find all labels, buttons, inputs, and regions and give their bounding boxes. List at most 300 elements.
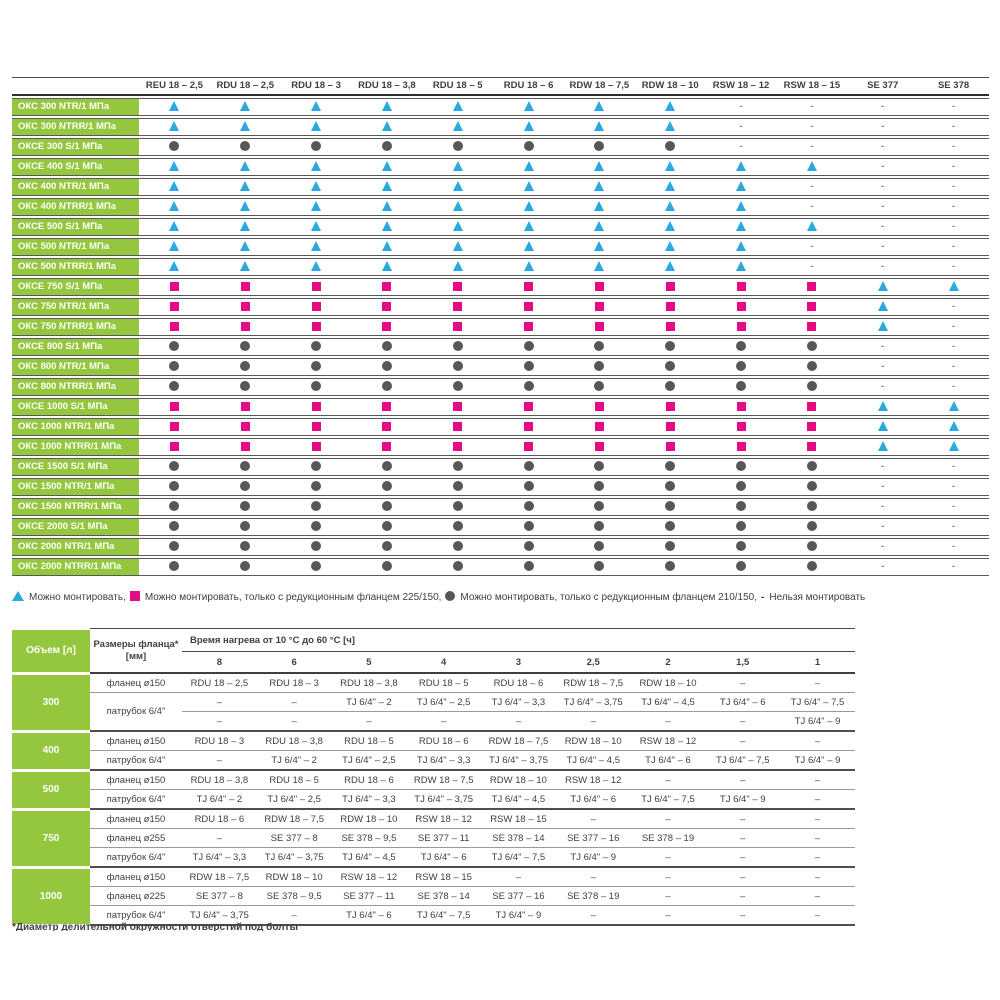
dash-icon: - (951, 141, 956, 152)
value-cell: TJ 6/4" – 4,5 (631, 693, 706, 712)
matrix-cell (918, 478, 989, 496)
dash-icon: - (951, 381, 956, 392)
circle-icon (311, 141, 321, 151)
value-cell: SE 378 – 14 (406, 887, 481, 906)
matrix-cell (776, 158, 847, 176)
volume-cell: 500 (12, 770, 90, 809)
matrix-cell (706, 278, 777, 296)
table-row (12, 238, 989, 256)
circle-icon (736, 561, 746, 571)
circle-icon (665, 461, 675, 471)
matrix-cell (918, 138, 989, 156)
table-row (12, 218, 989, 236)
value-cell: – (631, 867, 706, 887)
circle-icon (240, 501, 250, 511)
square-icon (170, 402, 179, 411)
row-header: ОКСЕ 750 S/1 МПа (12, 278, 139, 296)
matrix-cell (564, 498, 635, 516)
circle-icon (807, 341, 817, 351)
square-icon (807, 442, 816, 451)
matrix-cell (847, 378, 918, 396)
circle-icon (594, 521, 604, 531)
matrix-cell (210, 178, 281, 196)
circle-icon (169, 501, 179, 511)
dash-icon: - (739, 101, 743, 112)
circle-icon (665, 541, 675, 551)
matrix-cell (706, 558, 777, 576)
matrix-cell (281, 358, 352, 376)
matrix-cell (422, 358, 493, 376)
square-icon (170, 442, 179, 451)
circle-icon (665, 341, 675, 351)
matrix-cell (564, 218, 635, 236)
triangle-icon (382, 121, 392, 131)
matrix-cell (351, 278, 422, 296)
matrix-cell (351, 478, 422, 496)
matrix-cell (847, 538, 918, 556)
matrix-cell (422, 318, 493, 336)
dash-icon: - (951, 101, 956, 112)
matrix-cell (918, 338, 989, 356)
circle-icon (524, 541, 534, 551)
triangle-icon (382, 241, 392, 251)
triangle-icon (311, 121, 321, 131)
column-header: RDW 18 – 10 (635, 77, 706, 96)
matrix-cell (139, 158, 210, 176)
column-header: RSW 18 – 12 (706, 77, 777, 96)
circle-icon (240, 481, 250, 491)
dash-icon: - (881, 141, 885, 152)
flange-type-label: патрубок 6/4" (90, 751, 182, 771)
value-cell: RSW 18 – 15 (406, 867, 481, 887)
matrix-cell (564, 378, 635, 396)
matrix-cell (139, 438, 210, 456)
circle-icon (169, 341, 179, 351)
circle-icon (524, 381, 534, 391)
triangle-icon (382, 181, 392, 191)
value-cell: – (257, 712, 332, 732)
matrix-cell (139, 98, 210, 116)
matrix-cell (706, 158, 777, 176)
triangle-icon (382, 261, 392, 271)
square-icon (524, 422, 533, 431)
value-cell: SE 377 – 11 (332, 887, 407, 906)
matrix-cell (918, 158, 989, 176)
matrix-cell (281, 458, 352, 476)
square-icon (807, 302, 816, 311)
matrix-cell (706, 238, 777, 256)
value-cell: TJ 6/4" – 3,3 (332, 790, 407, 810)
matrix-cell (918, 178, 989, 196)
circle-icon (665, 361, 675, 371)
table-row (12, 378, 989, 396)
flange-type-label: патрубок 6/4" (90, 848, 182, 868)
row-header: ОКС 1000 NTRR/1 МПа (12, 438, 139, 456)
value-cell: – (705, 809, 780, 829)
value-cell: RDW 18 – 7,5 (257, 809, 332, 829)
triangle-icon (311, 181, 321, 191)
matrix-cell (918, 318, 989, 336)
matrix-cell (210, 218, 281, 236)
triangle-icon (949, 281, 959, 291)
matrix-cell (351, 398, 422, 416)
matrix-cell (918, 438, 989, 456)
value-cell: – (257, 906, 332, 926)
value-cell: RDU 18 – 6 (182, 809, 257, 829)
square-icon (737, 422, 746, 431)
matrix-cell (847, 458, 918, 476)
circle-icon (594, 141, 604, 151)
triangle-icon (594, 201, 604, 211)
matrix-cell (776, 478, 847, 496)
value-cell: – (481, 712, 556, 732)
triangle-icon (524, 241, 534, 251)
flange-type-label: фланец ø150 (90, 867, 182, 887)
triangle-icon (311, 221, 321, 231)
value-cell: SE 378 – 14 (481, 829, 556, 848)
matrix-cell (635, 298, 706, 316)
matrix-cell (422, 218, 493, 236)
matrix-cell (847, 418, 918, 436)
matrix-cell (210, 498, 281, 516)
triangle-icon (665, 121, 675, 131)
matrix-cell (281, 398, 352, 416)
matrix-cell (351, 558, 422, 576)
circle-icon (240, 541, 250, 551)
row-header: ОКСЕ 1500 S/1 МПа (12, 458, 139, 476)
triangle-icon (240, 101, 250, 111)
table-row (12, 867, 855, 887)
value-cell: RSW 18 – 12 (332, 867, 407, 887)
matrix-cell (422, 438, 493, 456)
matrix-cell (281, 498, 352, 516)
matrix-cell (493, 338, 564, 356)
corner-cell (12, 77, 139, 96)
matrix-cell (564, 238, 635, 256)
triangle-icon (665, 181, 675, 191)
circle-icon (453, 341, 463, 351)
value-cell: RDU 18 – 5 (257, 770, 332, 790)
matrix-cell (847, 558, 918, 576)
triangle-icon (594, 221, 604, 231)
table-row (12, 673, 855, 693)
row-header: ОКС 2000 NTR/1 МПа (12, 538, 139, 556)
square-icon (737, 442, 746, 451)
triangle-icon (594, 101, 604, 111)
row-header: ОКС 2000 NTRR/1 МПа (12, 558, 139, 576)
circle-icon (311, 521, 321, 531)
circle-icon (594, 461, 604, 471)
matrix-cell (281, 218, 352, 236)
dash-icon: - (951, 341, 956, 352)
circle-icon (665, 481, 675, 491)
value-cell: SE 378 – 9,5 (257, 887, 332, 906)
triangle-icon (311, 241, 321, 251)
value-cell: – (406, 712, 481, 732)
table-header-row (12, 77, 989, 96)
square-icon (595, 322, 604, 331)
circle-icon (169, 541, 179, 551)
matrix-cell (635, 518, 706, 536)
matrix-cell (210, 458, 281, 476)
value-cell: RDU 18 – 2,5 (182, 673, 257, 693)
square-icon (241, 322, 250, 331)
volume-column-header: Объем [л] (12, 629, 90, 674)
table-row (12, 278, 989, 296)
triangle-icon (12, 591, 24, 601)
triangle-icon (736, 201, 746, 211)
matrix-cell (776, 518, 847, 536)
matrix-cell (493, 478, 564, 496)
flange-type-label: патрубок 6/4" (90, 693, 182, 732)
value-cell: TJ 6/4" – 2 (332, 693, 407, 712)
value-cell: RDU 18 – 3,8 (182, 770, 257, 790)
square-icon (524, 302, 533, 311)
row-header: ОКСЕ 400 S/1 МПа (12, 158, 139, 176)
matrix-cell (635, 98, 706, 116)
matrix-cell (281, 118, 352, 136)
matrix-cell (493, 118, 564, 136)
matrix-cell (139, 318, 210, 336)
matrix-cell (351, 158, 422, 176)
dash-icon: - (810, 141, 814, 152)
table-row (12, 848, 855, 868)
dash-icon: - (810, 201, 814, 212)
square-icon (382, 422, 391, 431)
circle-icon (736, 381, 746, 391)
matrix-cell (351, 138, 422, 156)
dash-icon: - (881, 161, 885, 172)
value-cell: RSW 18 – 15 (481, 809, 556, 829)
dash-icon: - (881, 541, 885, 552)
triangle-icon (949, 401, 959, 411)
matrix-cell (281, 558, 352, 576)
value-cell: SE 378 – 9,5 (332, 829, 407, 848)
row-header: ОКС 750 NTR/1 МПа (12, 298, 139, 316)
matrix-cell (281, 478, 352, 496)
matrix-cell (139, 378, 210, 396)
circle-icon (594, 541, 604, 551)
triangle-icon (311, 261, 321, 271)
matrix-cell (847, 158, 918, 176)
table-row (12, 731, 855, 751)
column-header: RDU 18 – 3 (281, 77, 352, 96)
matrix-cell (210, 238, 281, 256)
matrix-cell (493, 218, 564, 236)
matrix-cell (635, 558, 706, 576)
value-cell: TJ 6/4" – 9 (780, 751, 855, 771)
matrix-cell (139, 118, 210, 136)
value-cell: RDU 18 – 3,8 (257, 731, 332, 751)
matrix-cell (493, 458, 564, 476)
matrix-cell (776, 138, 847, 156)
matrix-cell (776, 198, 847, 216)
circle-icon (524, 521, 534, 531)
matrix-cell (139, 258, 210, 276)
value-cell: – (182, 751, 257, 771)
row-header: ОКС 800 NTRR/1 МПа (12, 378, 139, 396)
value-cell: RDW 18 – 7,5 (182, 867, 257, 887)
row-header: ОКСЕ 800 S/1 МПа (12, 338, 139, 356)
matrix-cell (918, 218, 989, 236)
matrix-cell (493, 558, 564, 576)
triangle-icon (169, 261, 179, 271)
circle-icon (524, 341, 534, 351)
matrix-cell (564, 458, 635, 476)
square-icon (737, 322, 746, 331)
dash-icon: - (951, 361, 956, 372)
value-cell: RDU 18 – 5 (332, 731, 407, 751)
value-cell: TJ 6/4" – 6 (406, 848, 481, 868)
matrix-cell (493, 198, 564, 216)
value-cell: SE 378 – 19 (631, 829, 706, 848)
circle-icon (524, 481, 534, 491)
value-cell: SE 378 – 19 (556, 887, 631, 906)
matrix-cell (493, 498, 564, 516)
matrix-cell (493, 538, 564, 556)
matrix-cell (210, 438, 281, 456)
triangle-icon (240, 201, 250, 211)
matrix-cell (918, 278, 989, 296)
triangle-icon (878, 441, 888, 451)
legend-label: Нельзя монтировать (769, 592, 866, 603)
matrix-cell (422, 278, 493, 296)
triangle-icon (311, 201, 321, 211)
circle-icon (169, 521, 179, 531)
circle-icon (240, 141, 250, 151)
value-cell: TJ 6/4" – 6 (332, 906, 407, 926)
circle-icon (169, 141, 179, 151)
circle-icon (169, 481, 179, 491)
value-cell: – (705, 848, 780, 868)
circle-icon (445, 591, 455, 601)
column-header: SE 378 (918, 77, 989, 96)
matrix-cell (847, 258, 918, 276)
triangle-icon (453, 161, 463, 171)
value-cell: SE 377 – 8 (257, 829, 332, 848)
table-row (12, 829, 855, 848)
square-icon (382, 282, 391, 291)
matrix-cell (706, 398, 777, 416)
value-cell: TJ 6/4" – 9 (556, 848, 631, 868)
matrix-cell (422, 478, 493, 496)
triangle-icon (524, 181, 534, 191)
matrix-cell (706, 498, 777, 516)
value-cell: TJ 6/4" – 2 (257, 751, 332, 771)
matrix-cell (139, 218, 210, 236)
triangle-icon (665, 261, 675, 271)
circle-icon (594, 501, 604, 511)
time-column-header: 5 (332, 652, 407, 674)
matrix-cell (706, 258, 777, 276)
matrix-cell (281, 138, 352, 156)
value-cell: – (631, 848, 706, 868)
value-cell: TJ 6/4" – 6 (705, 693, 780, 712)
matrix-cell (351, 178, 422, 196)
matrix-cell (210, 118, 281, 136)
row-header: ОКС 400 NTRR/1 МПа (12, 198, 139, 216)
dash-icon: - (951, 241, 956, 252)
circle-icon (807, 541, 817, 551)
circle-icon (736, 501, 746, 511)
matrix-cell (422, 158, 493, 176)
time-column-header: 3 (481, 652, 556, 674)
matrix-cell (706, 358, 777, 376)
matrix-cell (210, 358, 281, 376)
triangle-icon (453, 181, 463, 191)
matrix-cell (635, 398, 706, 416)
matrix-cell (351, 418, 422, 436)
circle-icon (807, 561, 817, 571)
table-row (12, 790, 855, 810)
matrix-cell (918, 118, 989, 136)
matrix-cell (351, 258, 422, 276)
circle-icon (807, 361, 817, 371)
triangle-icon (240, 161, 250, 171)
dash-icon: - (739, 121, 743, 132)
matrix-cell (635, 158, 706, 176)
matrix-cell (139, 198, 210, 216)
matrix-cell (210, 518, 281, 536)
flange-size-label: Размеры фланца* (93, 638, 179, 650)
volume-cell: 300 (12, 673, 90, 731)
matrix-cell (706, 98, 777, 116)
matrix-cell (918, 298, 989, 316)
dash-icon: - (881, 501, 885, 512)
square-icon (595, 282, 604, 291)
matrix-cell (422, 518, 493, 536)
value-cell: RDU 18 – 5 (406, 673, 481, 693)
legend-item (12, 592, 126, 603)
column-header: RDW 18 – 7,5 (564, 77, 635, 96)
value-cell: – (780, 906, 855, 926)
matrix-cell (351, 458, 422, 476)
matrix-cell (776, 238, 847, 256)
value-cell: TJ 6/4" – 4,5 (556, 751, 631, 771)
dash-icon: - (881, 481, 885, 492)
flange-type-label: фланец ø225 (90, 887, 182, 906)
matrix-cell (210, 138, 281, 156)
column-header: RDU 18 – 6 (493, 77, 564, 96)
value-cell: – (780, 887, 855, 906)
circle-icon (240, 361, 250, 371)
circle-icon (524, 501, 534, 511)
triangle-icon (382, 161, 392, 171)
matrix-cell (635, 478, 706, 496)
matrix-cell (635, 418, 706, 436)
matrix-cell (847, 178, 918, 196)
value-cell: SE 377 – 8 (182, 887, 257, 906)
matrix-cell (351, 218, 422, 236)
matrix-cell (776, 358, 847, 376)
triangle-icon (736, 221, 746, 231)
circle-icon (594, 341, 604, 351)
value-cell: – (705, 867, 780, 887)
circle-icon (311, 561, 321, 571)
circle-icon (311, 541, 321, 551)
value-cell: – (556, 809, 631, 829)
flange-type-label: патрубок 6/4" (90, 790, 182, 810)
matrix-cell (706, 518, 777, 536)
triangle-icon (878, 301, 888, 311)
dash-icon: - (951, 161, 956, 172)
circle-icon (665, 561, 675, 571)
square-icon (524, 322, 533, 331)
matrix-cell (139, 558, 210, 576)
row-header: ОКСЕ 300 S/1 МПа (12, 138, 139, 156)
matrix-cell (422, 538, 493, 556)
matrix-cell (706, 418, 777, 436)
